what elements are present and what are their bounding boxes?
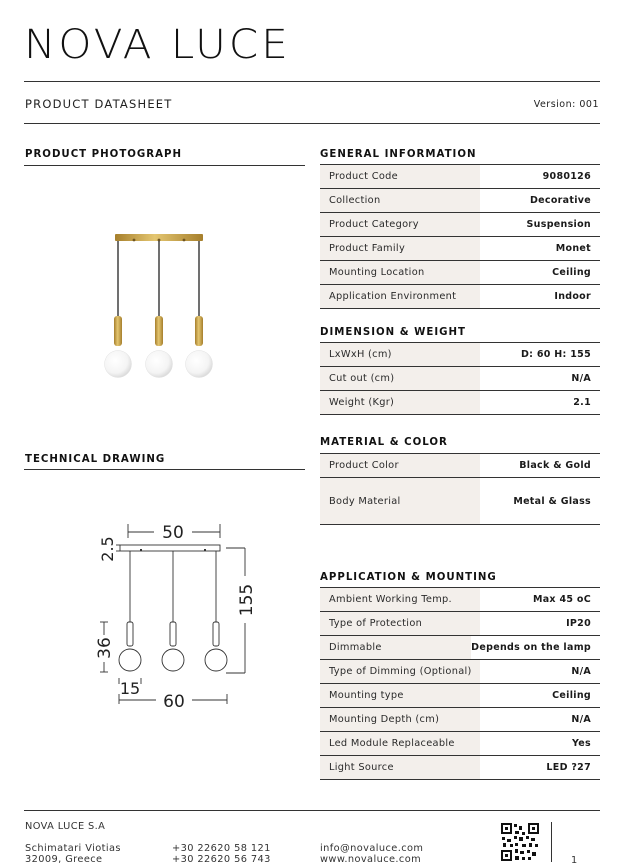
row-value: LED ?27 — [546, 762, 591, 773]
row-label: Ambient Working Temp. — [320, 588, 480, 611]
table-row — [320, 285, 600, 309]
table-row — [320, 391, 600, 415]
row-label: Product Code — [320, 165, 480, 188]
footer-divider — [551, 822, 552, 862]
table-row — [320, 612, 600, 636]
version-label: Version: 001 — [533, 99, 599, 110]
row-label: Cut out (cm) — [320, 367, 480, 390]
row-value: Ceiling — [552, 267, 591, 278]
section-title-general: GENERAL INFORMATION — [320, 149, 477, 160]
row-label: Product Color — [320, 454, 480, 477]
document-title: PRODUCT DATASHEET — [25, 97, 173, 111]
product-photo — [90, 228, 230, 388]
footer-website-link[interactable]: www.novaluce.com — [320, 854, 422, 865]
row-value: Metal & Glass — [513, 495, 591, 507]
table-row — [320, 660, 600, 684]
row-label: Product Category — [320, 213, 480, 236]
header-top-rule — [24, 81, 600, 82]
row-value: N/A — [571, 666, 591, 677]
page-number: 1 — [571, 855, 578, 866]
row-value: Suspension — [526, 219, 591, 230]
row-value: Yes — [571, 738, 591, 749]
technical-drawing — [90, 518, 270, 718]
row-value: 2.1 — [573, 397, 591, 408]
dimension-table — [320, 342, 600, 415]
table-row — [320, 588, 600, 612]
dim-total-width: 60 — [163, 692, 185, 712]
footer-address-line2: 32009, Greece — [25, 854, 103, 865]
row-label: Collection — [320, 189, 480, 212]
footer-rule — [24, 810, 600, 811]
application-table — [320, 587, 600, 780]
row-value: Depends on the lamp — [471, 642, 591, 653]
footer-address-line1: Schimatari Viotias — [25, 843, 121, 854]
section-title-photo: PRODUCT PHOTOGRAPH — [25, 149, 183, 160]
table-row — [320, 478, 600, 525]
table-row — [320, 343, 600, 367]
row-label: Body Material — [320, 478, 480, 524]
row-label: Dimmable — [320, 636, 471, 659]
row-label: Mounting type — [320, 684, 480, 707]
row-label: Application Environment — [320, 285, 480, 308]
row-label: Type of Protection — [320, 612, 480, 635]
table-row — [320, 189, 600, 213]
table-row — [320, 756, 600, 780]
table-row — [320, 708, 600, 732]
drawing-rule — [24, 469, 305, 470]
dim-total-height: 155 — [237, 583, 257, 617]
row-value: N/A — [571, 714, 591, 725]
row-label: LxWxH (cm) — [320, 343, 480, 366]
row-value: 9080126 — [542, 171, 591, 182]
dim-pendant-height: 36 — [95, 637, 115, 659]
row-value: Monet — [555, 243, 591, 254]
dim-top-width: 50 — [162, 523, 184, 543]
header-bottom-rule — [24, 123, 600, 124]
table-row — [320, 454, 600, 478]
table-row — [320, 732, 600, 756]
table-row — [320, 636, 600, 660]
row-value: D: 60 H: 155 — [520, 349, 591, 360]
section-title-dimension: DIMENSION & WEIGHT — [320, 327, 466, 338]
footer-company: NOVA LUCE S.A — [25, 821, 106, 832]
material-table — [320, 453, 600, 525]
table-row — [320, 165, 600, 189]
row-value: IP20 — [566, 618, 591, 629]
general-table — [320, 164, 600, 309]
brand-logo: NOVA LUCE — [24, 21, 291, 68]
row-value: Black & Gold — [519, 460, 591, 471]
photo-rule — [24, 165, 305, 166]
section-title-application: APPLICATION & MOUNTING — [320, 572, 497, 583]
table-row — [320, 213, 600, 237]
footer-email-link[interactable]: info@novaluce.com — [320, 843, 424, 854]
row-label: Product Family — [320, 237, 480, 260]
table-row — [320, 261, 600, 285]
table-row — [320, 237, 600, 261]
qr-code-icon — [500, 822, 540, 862]
row-label: Led Module Replaceable — [320, 732, 480, 755]
dim-canopy-height: 2.5 — [98, 536, 117, 562]
row-label: Mounting Location — [320, 261, 480, 284]
footer-phone-2: +30 22620 56 743 — [172, 854, 271, 865]
row-value: Indoor — [554, 291, 591, 302]
section-title-drawing: TECHNICAL DRAWING — [25, 454, 166, 465]
row-label: Mounting Depth (cm) — [320, 708, 480, 731]
dim-globe-diameter: 15 — [119, 679, 141, 698]
table-row — [320, 684, 600, 708]
section-title-material: MATERIAL & COLOR — [320, 437, 448, 448]
table-row — [320, 367, 600, 391]
row-value: N/A — [571, 373, 591, 384]
footer-phone-1: +30 22620 58 121 — [172, 843, 271, 854]
row-value: Max 45 oC — [532, 594, 591, 605]
row-label: Type of Dimming (Optional) — [320, 660, 480, 683]
row-label: Weight (Kgr) — [320, 391, 480, 414]
row-value: Decorative — [529, 195, 591, 206]
row-value: Ceiling — [552, 690, 591, 701]
row-label: Light Source — [320, 756, 480, 779]
